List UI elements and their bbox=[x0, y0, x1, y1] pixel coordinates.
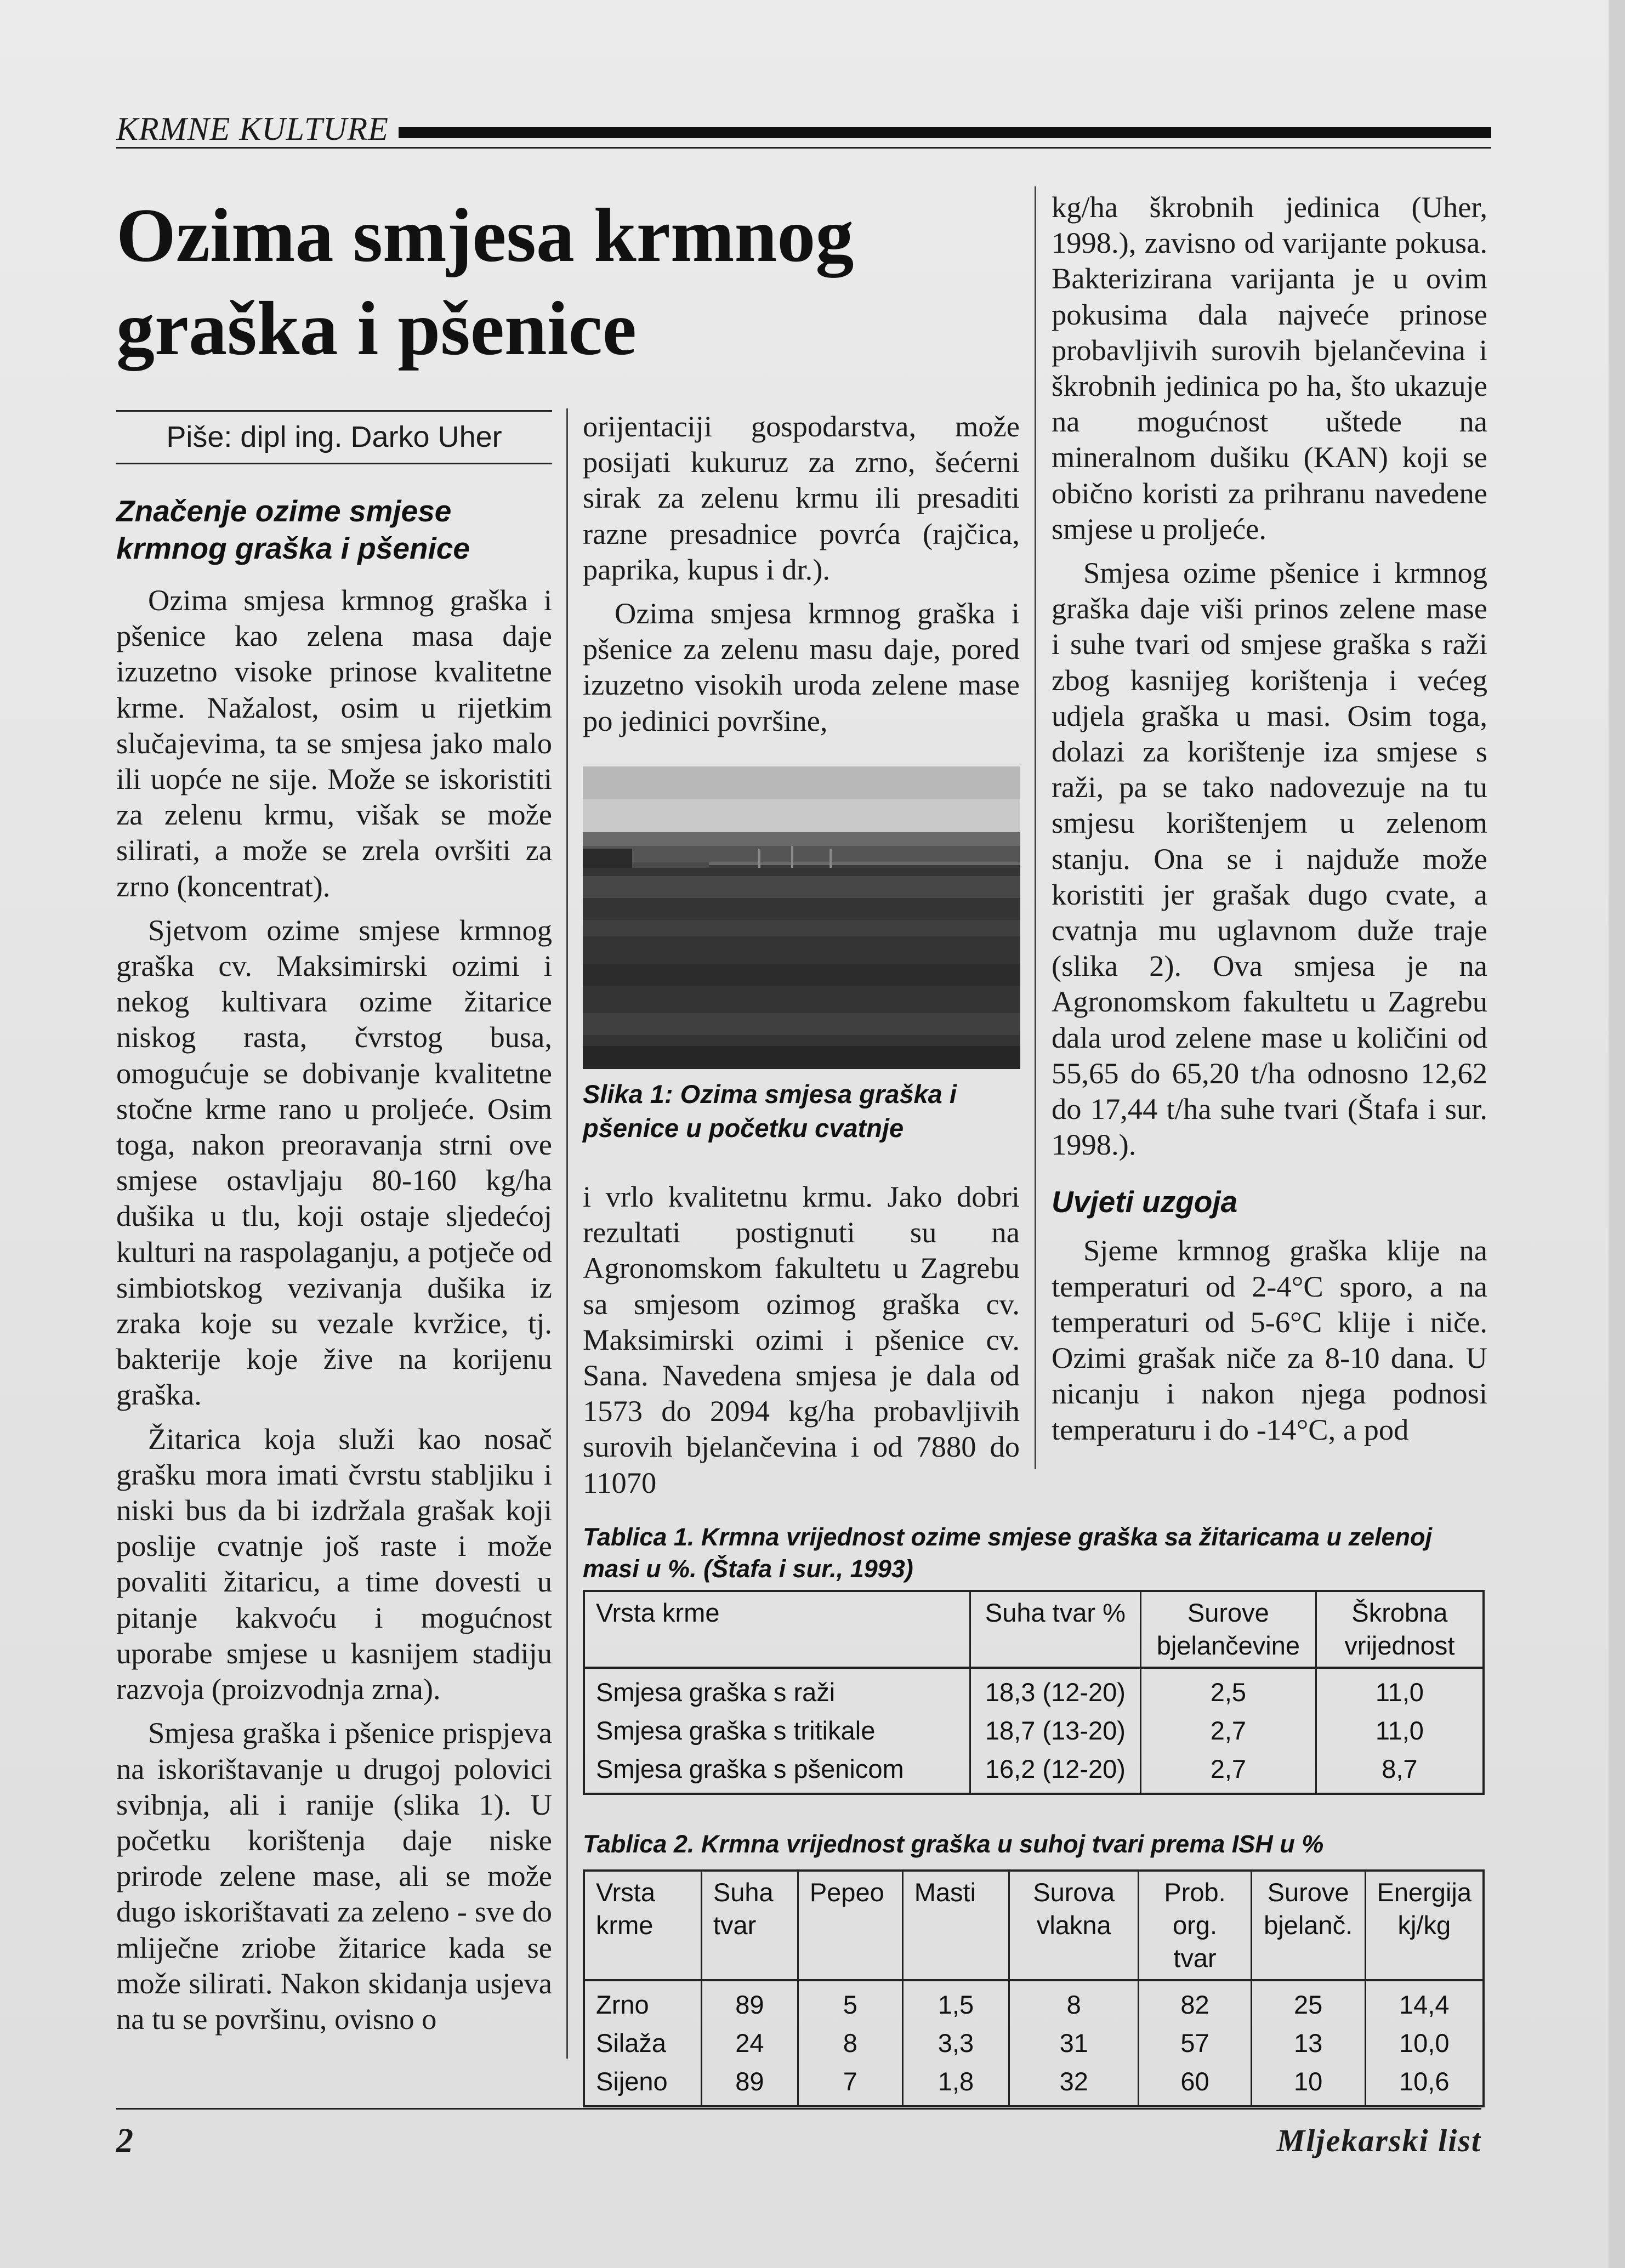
table-cell: 5 bbox=[798, 1980, 902, 2024]
table-cell: 8,7 bbox=[1316, 1750, 1484, 1794]
page-number: 2 bbox=[116, 2122, 133, 2159]
figure-photo bbox=[583, 766, 1020, 1069]
table-cell: Smjesa graška s pšenicom bbox=[584, 1750, 970, 1794]
paragraph: Smjesa ozime pšenice i krmnog graška daje viši prinos zelene mase i suhe tvari od smjese graška s raži zbog kasnijeg korištenja i većeg udjela graška u masi. Osim toga, dolazi za korištenje iza smjese s raži, pa se tako nadovezuje na tu smjesu korištenjem u zelenom stanju. Ona se i najduže može koristiti jer grašak dugo cvate, a cvatnja mu uglavnom duže traje (slika 2). Ova smjesa je na Agronomskom fakultetu u Zagrebu dala urod zelene mase u količini od 55,65 do 65,20 t/ha odnosno 12,62 do 17,44 t/ha suhe tvari (Štafa i sur. 1998.). bbox=[1052, 556, 1487, 1162]
table-cell: 89 bbox=[701, 2062, 798, 2106]
section-label: KRMNE KULTURE bbox=[116, 111, 389, 147]
table-cell: 60 bbox=[1139, 2062, 1252, 2106]
table-row bbox=[584, 1712, 1484, 1750]
table-cell: 8 bbox=[798, 2024, 902, 2062]
table-row bbox=[584, 2024, 1484, 2062]
byline: Piše: dipl ing. Darko Uher bbox=[166, 420, 502, 453]
column-3 bbox=[1052, 189, 1487, 1447]
table-cell: 2,7 bbox=[1140, 1712, 1316, 1750]
table1 bbox=[583, 1590, 1485, 1795]
field-photo bbox=[583, 766, 1020, 1069]
table-cell: 24 bbox=[701, 2024, 798, 2062]
title-line-1: Ozima smjesa krmnog bbox=[116, 193, 854, 278]
footer-rule bbox=[116, 2108, 1481, 2110]
byline-rule-bottom bbox=[116, 463, 552, 464]
publication-name: Mljekarski list bbox=[1276, 2123, 1481, 2158]
table-cell: 1,8 bbox=[902, 2062, 1009, 2106]
paragraph: Žitarica koja služi kao nosač grašku mora imati čvrstu stabljiku i niski bus da bi izdržala grašak koji poslije cvatnje još raste i može povaliti žitaricu, a time dovesti u pitanje kakvoću i mogućnost uporabe smjese u kasnijem stadiju razvoja (proizvodnja zrna). bbox=[116, 1422, 552, 1706]
table-cell: 16,2 (12-20) bbox=[970, 1750, 1140, 1794]
table2-header: Vrsta krme bbox=[584, 1871, 701, 1980]
table-row bbox=[584, 1668, 1484, 1712]
table2-header: Surova vlakna bbox=[1009, 1871, 1139, 1980]
paragraph: kg/ha škrobnih jedinica (Uher, 1998.), zavisno od varijante pokusa. Bakterizirana varijanta je u ovim pokusima dala najveće prinose probavljivih surovih bjelančevina i škrobnih jedinica po ha, što ukazuje na mogućnost uštede na mineralnom dušiku (KAN) koji se obično koristi za prihranu navedene smjese u proljeće. bbox=[1052, 190, 1487, 545]
table-cell: 11,0 bbox=[1316, 1712, 1484, 1750]
table2 bbox=[583, 1869, 1485, 2107]
table-cell: 8 bbox=[1009, 1980, 1139, 2024]
table-row bbox=[584, 2062, 1484, 2106]
table-cell: Sijeno bbox=[584, 2062, 701, 2106]
table-cell: 18,3 (12-20) bbox=[970, 1668, 1140, 1712]
paragraph: Ozima smjesa krmnog graška i pšenice kao zelena masa daje izuzetno visoke prinose kvalitetne krme. Nažalost, osim u rijetkim slučajevima, ta se smjesa jako malo ili uopće ne sije. Može se iskoristiti za zelenu krmu, višak se može silirati, a može se zrela ovršiti za zrno (koncentrat). bbox=[116, 583, 552, 903]
table-cell: 1,5 bbox=[902, 1980, 1009, 2024]
table-cell: 57 bbox=[1139, 2024, 1252, 2062]
column-2-top bbox=[583, 408, 1020, 738]
table2-header: Prob. org. tvar bbox=[1139, 1871, 1252, 1980]
table-cell: Smjesa graška s tritikale bbox=[584, 1712, 970, 1750]
table-cell: 3,3 bbox=[902, 2024, 1009, 2062]
table-cell: 25 bbox=[1251, 1980, 1365, 2024]
table-cell: 10 bbox=[1251, 2062, 1365, 2106]
table1-caption: Tablica 1. Krmna vrijednost ozime smjese graška sa žitaricama u zelenoj masi u %. (Štafa i sur., 1993) bbox=[583, 1523, 1432, 1583]
table2-header: Surove bjelanč. bbox=[1251, 1871, 1365, 1980]
subhead-znacenje: Značenje ozime smjese krmnog graška i pšenice bbox=[116, 494, 470, 565]
table2-header-row bbox=[584, 1871, 1484, 1980]
column-divider-2 bbox=[1035, 186, 1036, 1469]
table-row bbox=[584, 1750, 1484, 1794]
paragraph: i vrlo kvalitetnu krmu. Jako dobri rezultati postignuti su na Agronomskom fakultetu u Zagrebu sa smjesom ozimog graška cv. Maksimirski ozimi i pšenice cv. Sana. Navedena smjesa je dala od 1573 do 2094 kg/ha probavljivih surovih bjelančevina i od 7880 do 11070 bbox=[583, 1180, 1020, 1499]
paragraph: Sjetvom ozime smjese krmnog graška cv. Maksimirski ozimi i nekog kultivara ozime žitarice niskog rasta, čvrstog busa, omogućuje se dobivanje kvalitetne stočne krme rano u proljeće. Osim toga, nakon preoravanja strni ove smjese ostavljaju 80-160 kg/ha dušika u tlu, koji ostaje sljedećoj kulturi na raspolaganju, a potječe od simbiotskog vezivanja dušika iz zraka koje su vezale kvržice, tj. bakterije koje žive na korijenu graška. bbox=[116, 913, 552, 1412]
paragraph: Ozima smjesa krmnog graška i pšenice za zelenu masu daje, pored izuzetno visokih uroda zelene mase po jedinici površine, bbox=[583, 596, 1020, 737]
table1-header: Surove bjelančevine bbox=[1140, 1591, 1316, 1668]
table-cell: 13 bbox=[1251, 2024, 1365, 2062]
table2-header: Energija kj/kg bbox=[1365, 1871, 1484, 1980]
title-line-2: graška i pšenice bbox=[116, 286, 637, 371]
column-divider-1 bbox=[566, 408, 568, 2059]
table1-header-row bbox=[584, 1591, 1484, 1668]
subhead-uvjeti: Uvjeti uzgoja bbox=[1052, 1185, 1238, 1219]
column-1 bbox=[116, 492, 552, 2037]
page-edge bbox=[1609, 0, 1625, 2268]
table-cell: 14,4 bbox=[1365, 1980, 1484, 2024]
section-rule bbox=[399, 127, 1491, 138]
column-2-bottom bbox=[583, 1179, 1020, 1500]
table-cell: 2,7 bbox=[1140, 1750, 1316, 1794]
table-cell: 10,0 bbox=[1365, 2024, 1484, 2062]
table2-header: Masti bbox=[902, 1871, 1009, 1980]
table-cell: Zrno bbox=[584, 1980, 701, 2024]
byline-box bbox=[116, 410, 552, 465]
table-cell: 31 bbox=[1009, 2024, 1139, 2062]
paragraph: Sjeme krmnog graška klije na temperaturi od 2-4°C sporo, a na temperaturi od 5-6°C klije i niče. Ozimi grašak niče za 8-10 dana. U nicanju i nakon njega podnosi temperaturu i do -14°C, a pod bbox=[1052, 1234, 1487, 1446]
table-cell: 82 bbox=[1139, 1980, 1252, 2024]
table-cell: 89 bbox=[701, 1980, 798, 2024]
table1-header: Vrsta krme bbox=[584, 1591, 970, 1668]
table1-header: Škrobna vrijednost bbox=[1316, 1591, 1484, 1668]
paragraph: Smjesa graška i pšenice prispjeva na iskorištavanje u drugoj polovici svibnja, ali i ranije (slika 1). U početku korištenja daje niske prirode zelene mase, ali se može dugo iskorištavati za zeleno - sve do mliječne zriobe žitarice kada se može silirati. Nakon skidanja usjeva na tu se površinu, ovisno o bbox=[116, 1716, 552, 2036]
section-header bbox=[116, 110, 1491, 148]
table-cell: 7 bbox=[798, 2062, 902, 2106]
paragraph: orijentaciji gospodarstva, može posijati kukuruz za zrno, šećerni sirak za zelenu krmu ili presaditi razne presadnice povrća (rajčica, paprika, kupus i dr.). bbox=[583, 410, 1020, 586]
byline-rule-top bbox=[116, 410, 552, 412]
section-rule-thin bbox=[116, 147, 1491, 149]
table-cell: 18,7 (13-20) bbox=[970, 1712, 1140, 1750]
table-row bbox=[584, 1980, 1484, 2024]
table2-header: Pepeo bbox=[798, 1871, 902, 1980]
table-cell: 10,6 bbox=[1365, 2062, 1484, 2106]
table-cell: Smjesa graška s raži bbox=[584, 1668, 970, 1712]
table-cell: 32 bbox=[1009, 2062, 1139, 2106]
table2-header: Suha tvar bbox=[701, 1871, 798, 1980]
article-title bbox=[116, 189, 993, 376]
table-cell: 11,0 bbox=[1316, 1668, 1484, 1712]
table-cell: Silaža bbox=[584, 2024, 701, 2062]
table2-caption: Tablica 2. Krmna vrijednost graška u suhoj tvari prema ISH u % bbox=[583, 1830, 1324, 1858]
figure-caption: Slika 1: Ozima smjesa graška i pšenice u početku cvatnje bbox=[583, 1079, 957, 1142]
table-cell: 2,5 bbox=[1140, 1668, 1316, 1712]
table1-header: Suha tvar % bbox=[970, 1591, 1140, 1668]
